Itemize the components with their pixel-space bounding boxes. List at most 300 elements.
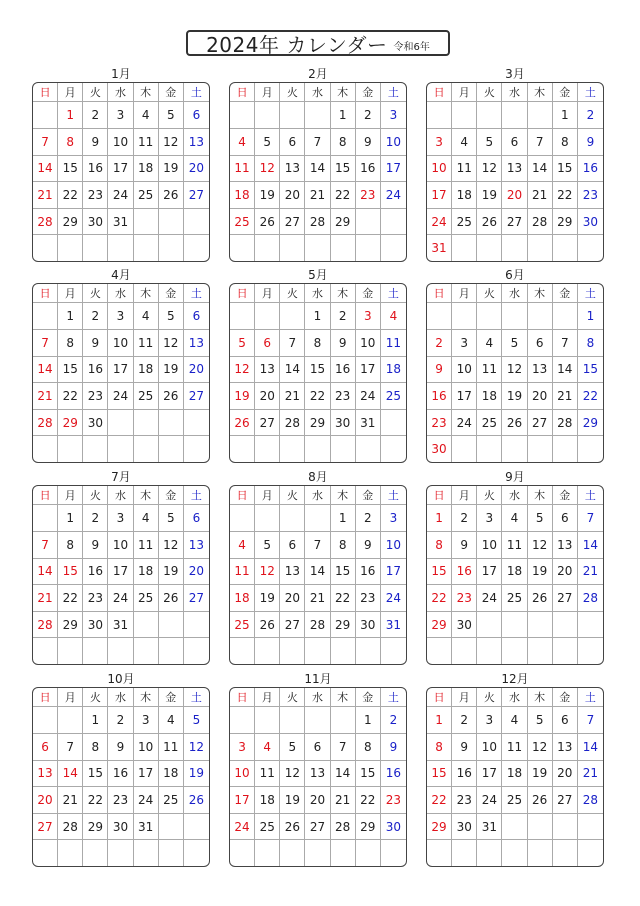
empty-day-cell: [184, 410, 209, 437]
weekday-header: 日: [33, 688, 58, 707]
day-cell: 16: [83, 156, 108, 183]
weekday-header: 月: [255, 284, 280, 303]
empty-day-cell: [381, 209, 406, 236]
day-cell: 8: [305, 330, 330, 357]
day-cell: 4: [134, 303, 159, 330]
empty-day-cell: [528, 436, 553, 462]
day-cell: 25: [502, 585, 527, 612]
weekday-header: 金: [553, 688, 578, 707]
day-cell: 12: [159, 532, 184, 559]
day-cell: 20: [553, 559, 578, 586]
week-row: [230, 814, 406, 841]
day-cell: 7: [305, 129, 330, 156]
day-cell: 17: [381, 559, 406, 586]
empty-day-cell: [33, 102, 58, 129]
day-cell: 10: [452, 357, 477, 384]
week-row: [230, 303, 406, 330]
week-row: [33, 638, 209, 664]
day-cell: 31: [477, 814, 502, 841]
day-cell: 6: [553, 707, 578, 734]
weekday-header: 土: [184, 688, 209, 707]
weekday-header: 土: [381, 486, 406, 505]
day-cell: 2: [452, 707, 477, 734]
day-cell: 26: [159, 383, 184, 410]
day-cell: 5: [528, 707, 553, 734]
week-row: [427, 559, 603, 586]
weekday-header: 木: [134, 284, 159, 303]
empty-day-cell: [230, 840, 255, 866]
day-cell: 29: [427, 612, 452, 639]
weekday-header: 火: [83, 688, 108, 707]
week-row: [427, 303, 603, 330]
day-cell: 31: [108, 612, 133, 639]
empty-day-cell: [108, 638, 133, 664]
empty-day-cell: [33, 436, 58, 462]
weekday-header: 木: [528, 83, 553, 102]
day-cell: 21: [33, 182, 58, 209]
week-row: [33, 585, 209, 612]
month-label: 4月: [111, 268, 131, 282]
weekday-header: 金: [159, 284, 184, 303]
day-cell: 17: [108, 559, 133, 586]
weekday-header: 金: [356, 486, 381, 505]
day-cell: 5: [255, 129, 280, 156]
empty-day-cell: [452, 102, 477, 129]
empty-day-cell: [578, 612, 603, 639]
empty-day-cell: [356, 840, 381, 866]
week-row: [427, 383, 603, 410]
empty-day-cell: [381, 638, 406, 664]
day-cell: 15: [58, 559, 83, 586]
empty-day-cell: [33, 638, 58, 664]
weekday-header: 火: [280, 486, 305, 505]
day-cell: 6: [528, 330, 553, 357]
day-cell: 14: [33, 559, 58, 586]
empty-day-cell: [159, 840, 184, 866]
day-cell: 14: [33, 156, 58, 183]
empty-day-cell: [134, 209, 159, 236]
day-cell: 13: [280, 559, 305, 586]
day-cell: 6: [280, 129, 305, 156]
day-cell: 24: [381, 182, 406, 209]
day-cell: 3: [477, 707, 502, 734]
day-cell: 20: [553, 761, 578, 788]
day-cell: 18: [230, 585, 255, 612]
day-cell: 14: [528, 156, 553, 183]
day-cell: 20: [305, 787, 330, 814]
empty-day-cell: [356, 436, 381, 462]
day-cell: 27: [184, 585, 209, 612]
day-cell: 29: [427, 814, 452, 841]
day-cell: 9: [83, 129, 108, 156]
day-cell: 29: [58, 612, 83, 639]
day-cell: 11: [477, 357, 502, 384]
day-cell: 20: [502, 182, 527, 209]
empty-day-cell: [305, 638, 330, 664]
empty-day-cell: [184, 209, 209, 236]
day-cell: 9: [331, 330, 356, 357]
weekday-header: 日: [33, 486, 58, 505]
day-cell: 5: [159, 303, 184, 330]
week-row: [230, 787, 406, 814]
day-cell: 23: [452, 585, 477, 612]
empty-day-cell: [108, 235, 133, 261]
day-cell: 10: [477, 734, 502, 761]
day-cell: 18: [159, 761, 184, 788]
month-label: 1月: [111, 67, 131, 81]
day-cell: 9: [83, 330, 108, 357]
day-cell: 13: [502, 156, 527, 183]
day-cell: 19: [477, 182, 502, 209]
day-cell: 28: [331, 814, 356, 841]
day-cell: 26: [159, 182, 184, 209]
empty-day-cell: [381, 235, 406, 261]
empty-day-cell: [255, 840, 280, 866]
month-table: [32, 687, 210, 867]
day-cell: 14: [58, 761, 83, 788]
empty-day-cell: [280, 840, 305, 866]
day-cell: 15: [58, 357, 83, 384]
month-table: [32, 283, 210, 463]
weekday-header: 土: [381, 284, 406, 303]
empty-day-cell: [230, 436, 255, 462]
day-cell: 4: [502, 505, 527, 532]
weekday-header: 木: [331, 83, 356, 102]
day-cell: 23: [427, 410, 452, 437]
weekday-header: 火: [280, 284, 305, 303]
day-cell: 31: [108, 209, 133, 236]
empty-day-cell: [477, 303, 502, 330]
day-cell: 16: [83, 357, 108, 384]
day-cell: 1: [427, 505, 452, 532]
day-cell: 21: [305, 585, 330, 612]
day-cell: 27: [305, 814, 330, 841]
weekday-header-row: [33, 486, 209, 505]
day-cell: 12: [159, 129, 184, 156]
day-cell: 17: [381, 156, 406, 183]
weekday-header: 土: [184, 83, 209, 102]
day-cell: 13: [553, 734, 578, 761]
empty-day-cell: [356, 638, 381, 664]
weekday-header: 木: [134, 486, 159, 505]
day-cell: 1: [553, 102, 578, 129]
weekday-header: 水: [502, 83, 527, 102]
day-cell: 15: [331, 559, 356, 586]
empty-day-cell: [553, 638, 578, 664]
empty-day-cell: [184, 612, 209, 639]
day-cell: 6: [305, 734, 330, 761]
day-cell: 5: [184, 707, 209, 734]
day-cell: 17: [108, 357, 133, 384]
day-cell: 22: [553, 182, 578, 209]
empty-day-cell: [33, 235, 58, 261]
day-cell: 31: [381, 612, 406, 639]
empty-day-cell: [502, 436, 527, 462]
empty-day-cell: [528, 840, 553, 866]
week-row: [427, 612, 603, 639]
week-row: [230, 585, 406, 612]
day-cell: 7: [33, 330, 58, 357]
month-label: 8月: [308, 470, 328, 484]
week-row: [230, 410, 406, 437]
empty-day-cell: [159, 209, 184, 236]
weekday-header-row: [33, 284, 209, 303]
day-cell: 25: [381, 383, 406, 410]
weekday-header: 日: [230, 83, 255, 102]
day-cell: 3: [108, 102, 133, 129]
empty-day-cell: [452, 840, 477, 866]
week-row: [33, 209, 209, 236]
empty-day-cell: [134, 638, 159, 664]
day-cell: 11: [381, 330, 406, 357]
empty-day-cell: [528, 235, 553, 261]
week-row: [33, 612, 209, 639]
day-cell: 20: [184, 357, 209, 384]
week-row: [427, 734, 603, 761]
day-cell: 4: [134, 505, 159, 532]
weekday-header-row: [427, 486, 603, 505]
weekday-header: 月: [452, 83, 477, 102]
day-cell: 23: [83, 182, 108, 209]
day-cell: 14: [280, 357, 305, 384]
day-cell: 6: [502, 129, 527, 156]
day-cell: 15: [356, 761, 381, 788]
empty-day-cell: [305, 707, 330, 734]
day-cell: 1: [427, 707, 452, 734]
day-cell: 26: [159, 585, 184, 612]
empty-day-cell: [452, 235, 477, 261]
weekday-header: 金: [553, 83, 578, 102]
day-cell: 11: [452, 156, 477, 183]
day-cell: 28: [553, 410, 578, 437]
day-cell: 8: [427, 532, 452, 559]
day-cell: 6: [255, 330, 280, 357]
day-cell: 15: [331, 156, 356, 183]
day-cell: 29: [356, 814, 381, 841]
day-cell: 13: [280, 156, 305, 183]
day-cell: 8: [356, 734, 381, 761]
day-cell: 7: [33, 532, 58, 559]
day-cell: 25: [134, 585, 159, 612]
empty-day-cell: [528, 102, 553, 129]
weekday-header-row: [427, 284, 603, 303]
day-cell: 15: [427, 559, 452, 586]
empty-day-cell: [159, 436, 184, 462]
empty-day-cell: [427, 102, 452, 129]
day-cell: 19: [159, 559, 184, 586]
day-cell: 2: [578, 102, 603, 129]
month-table: [426, 82, 604, 262]
day-cell: 12: [528, 532, 553, 559]
day-cell: 29: [553, 209, 578, 236]
empty-day-cell: [305, 102, 330, 129]
empty-day-cell: [280, 707, 305, 734]
empty-day-cell: [58, 436, 83, 462]
week-row: [33, 102, 209, 129]
day-cell: 11: [159, 734, 184, 761]
day-cell: 24: [452, 410, 477, 437]
empty-day-cell: [331, 840, 356, 866]
week-row: [427, 585, 603, 612]
empty-day-cell: [255, 505, 280, 532]
day-cell: 13: [528, 357, 553, 384]
day-cell: 24: [108, 182, 133, 209]
weekday-header: 日: [427, 486, 452, 505]
day-cell: 28: [305, 209, 330, 236]
empty-day-cell: [381, 410, 406, 437]
month-calendar: [32, 470, 210, 665]
empty-day-cell: [528, 303, 553, 330]
month-calendar: [32, 672, 210, 867]
empty-day-cell: [255, 303, 280, 330]
day-cell: 22: [331, 182, 356, 209]
day-cell: 16: [452, 559, 477, 586]
empty-day-cell: [553, 612, 578, 639]
weekday-header: 水: [305, 486, 330, 505]
day-cell: 11: [255, 761, 280, 788]
day-cell: 20: [280, 585, 305, 612]
week-row: [33, 383, 209, 410]
day-cell: 27: [184, 383, 209, 410]
month-label: 9月: [505, 470, 525, 484]
day-cell: 28: [33, 612, 58, 639]
day-cell: 17: [427, 182, 452, 209]
day-cell: 3: [381, 102, 406, 129]
week-row: [230, 156, 406, 183]
day-cell: 9: [427, 357, 452, 384]
day-cell: 22: [58, 383, 83, 410]
day-cell: 21: [33, 383, 58, 410]
day-cell: 24: [230, 814, 255, 841]
week-row: [427, 235, 603, 261]
day-cell: 11: [134, 129, 159, 156]
day-cell: 3: [108, 505, 133, 532]
day-cell: 18: [230, 182, 255, 209]
weekday-header: 水: [108, 688, 133, 707]
week-row: [33, 505, 209, 532]
empty-day-cell: [305, 840, 330, 866]
empty-day-cell: [452, 638, 477, 664]
empty-day-cell: [108, 436, 133, 462]
weekday-header: 月: [58, 83, 83, 102]
weekday-header: 木: [528, 486, 553, 505]
day-cell: 15: [58, 156, 83, 183]
day-cell: 15: [83, 761, 108, 788]
day-cell: 23: [83, 585, 108, 612]
day-cell: 19: [230, 383, 255, 410]
empty-day-cell: [331, 235, 356, 261]
day-cell: 18: [134, 156, 159, 183]
day-cell: 18: [502, 761, 527, 788]
day-cell: 5: [255, 532, 280, 559]
empty-day-cell: [108, 840, 133, 866]
day-cell: 30: [83, 612, 108, 639]
day-cell: 2: [381, 707, 406, 734]
week-row: [427, 182, 603, 209]
weekday-header: 日: [230, 284, 255, 303]
day-cell: 19: [502, 383, 527, 410]
empty-day-cell: [230, 638, 255, 664]
weekday-header: 水: [108, 83, 133, 102]
weekday-header-row: [33, 688, 209, 707]
weekday-header: 金: [356, 688, 381, 707]
day-cell: 21: [331, 787, 356, 814]
empty-day-cell: [230, 303, 255, 330]
weekday-header: 土: [578, 284, 603, 303]
day-cell: 13: [33, 761, 58, 788]
day-cell: 4: [381, 303, 406, 330]
weekday-header: 金: [159, 486, 184, 505]
day-cell: 22: [356, 787, 381, 814]
day-cell: 13: [184, 330, 209, 357]
week-row: [427, 357, 603, 384]
day-cell: 21: [305, 182, 330, 209]
empty-day-cell: [331, 638, 356, 664]
weekday-header: 月: [58, 486, 83, 505]
week-row: [33, 559, 209, 586]
day-cell: 21: [280, 383, 305, 410]
empty-day-cell: [305, 235, 330, 261]
day-cell: 3: [108, 303, 133, 330]
day-cell: 16: [452, 761, 477, 788]
weekday-header: 日: [33, 284, 58, 303]
empty-day-cell: [255, 102, 280, 129]
weekday-header: 火: [83, 83, 108, 102]
month-calendar: [229, 470, 407, 665]
weekday-header-row: [230, 83, 406, 102]
weekday-header: 月: [452, 486, 477, 505]
week-row: [427, 761, 603, 788]
weekday-header: 日: [427, 688, 452, 707]
day-cell: 30: [427, 436, 452, 462]
empty-day-cell: [159, 410, 184, 437]
day-cell: 21: [553, 383, 578, 410]
empty-day-cell: [33, 707, 58, 734]
day-cell: 29: [331, 209, 356, 236]
day-cell: 12: [280, 761, 305, 788]
day-cell: 1: [58, 102, 83, 129]
day-cell: 3: [134, 707, 159, 734]
day-cell: 14: [305, 559, 330, 586]
month-table: [426, 687, 604, 867]
empty-day-cell: [528, 612, 553, 639]
week-row: [33, 532, 209, 559]
day-cell: 27: [33, 814, 58, 841]
empty-day-cell: [280, 436, 305, 462]
week-row: [427, 707, 603, 734]
day-cell: 9: [83, 532, 108, 559]
day-cell: 6: [553, 505, 578, 532]
empty-day-cell: [255, 638, 280, 664]
week-row: [427, 638, 603, 664]
day-cell: 26: [255, 612, 280, 639]
week-row: [230, 209, 406, 236]
day-cell: 28: [33, 209, 58, 236]
month-calendar: [229, 672, 407, 867]
day-cell: 14: [331, 761, 356, 788]
empty-day-cell: [280, 102, 305, 129]
week-row: [427, 840, 603, 866]
empty-day-cell: [427, 638, 452, 664]
day-cell: 15: [427, 761, 452, 788]
day-cell: 18: [502, 559, 527, 586]
day-cell: 5: [477, 129, 502, 156]
day-cell: 2: [83, 505, 108, 532]
day-cell: 22: [578, 383, 603, 410]
weekday-header: 火: [477, 284, 502, 303]
weekday-header: 土: [381, 83, 406, 102]
day-cell: 21: [578, 559, 603, 586]
